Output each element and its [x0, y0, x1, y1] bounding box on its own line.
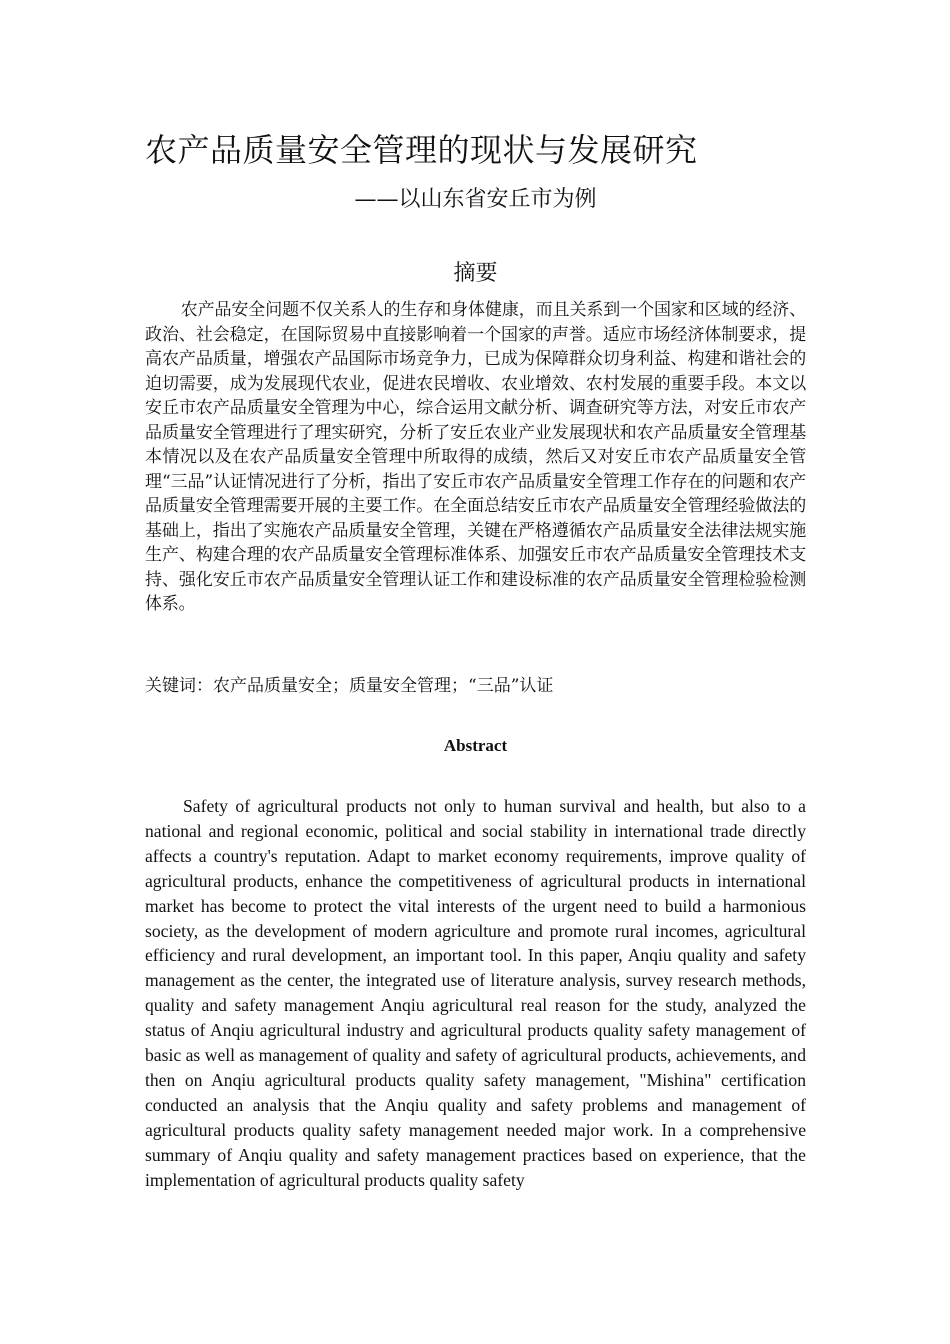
paper-subtitle: ——以山东省安丘市为例 — [354, 187, 597, 212]
abstract-heading-english: Abstract — [443, 736, 508, 755]
keywords-label: 关键词： — [145, 676, 213, 696]
abstract-body-english: Safety of agricultural products not only to human survival and health, but also to a national and regional economic, political and social stability in international trade directly affects a country's reputation. Adapt to market economy requirements, improve quality of agricultural products, enhance the competitiveness of agricultural products in international market has become to protect the vital interests of the urgent need to build a harmonious society, as the development of modern agriculture and promote rural incomes, agricultural efficiency and rural development, an important tool. In this paper, Anqiu quality and safety management as the center, the integrated use of literature analysis, survey research methods, quality and safety management Anqiu agricultural real reason for the study, analyzed the status of Anqiu agricultural industry and agricultural products quality safety management of basic as well as management of quality and safety of agricultural products, achievements, and then on Anqiu agricultural products quality safety management, "Mishina" certification conducted an analysis that the Anqiu quality and safety problems and management of agricultural products quality safety management needed major work. In a comprehensive summary of Anqiu quality and safety management practices based on experience, that the implementation of agricultural products quality safety — [145, 796, 806, 1190]
keyword-term: 农产品质量安全 — [213, 676, 332, 696]
keyword-term: “三品”认证 — [468, 676, 554, 696]
abstract-body-chinese: 农产品安全问题不仅关系人的生存和身体健康，而且关系到一个国家和区域的经济、政治、社会稳定，在国际贸易中直接影响着一个国家的声誉。适应市场经济体制要求，提高农产品质量，增强农产品国际市场竞争力，已成为保障群众切身利益、构建和谐社会的迫切需要，成为发展现代农业，促进农民增收、农业增效、农村发展的重要手段。本文以安丘市农产品质量安全管理为中心，综合运用文献分析、调查研究等方法，对安丘市农产品质量安全管理进行了理实研究，分析了安丘农业产业发展现状和农产品质量安全管理基本情况以及在农产品质量安全管理中所取得的成绩，然后又对安丘市农产品质量安全管理“三品”认证情况进行了分析，指出了安丘市农产品质量安全管理工作存在的问题和农产品质量安全管理需要开展的主要工作。在全面总结安丘市农产品质量安全管理经验做法的基础上，指出了实施农产品质量安全管理，关键在严格遵循农产品质量安全法律法规实施生产、构建合理的农产品质量安全管理标准体系、加强安丘市农产品质量安全管理技术支持、强化安丘市农产品质量安全管理认证工作和建设标准的农产品质量安全管理检验检测体系。 — [145, 300, 806, 614]
keywords-line — [145, 673, 806, 699]
paper-title: 农产品质量安全管理的现状与发展研究 — [145, 131, 698, 169]
keyword-term: 质量安全管理 — [349, 676, 451, 696]
abstract-heading-chinese: 摘要 — [453, 261, 498, 286]
keyword-separator: ； — [332, 676, 349, 696]
keyword-separator: ； — [451, 676, 468, 696]
